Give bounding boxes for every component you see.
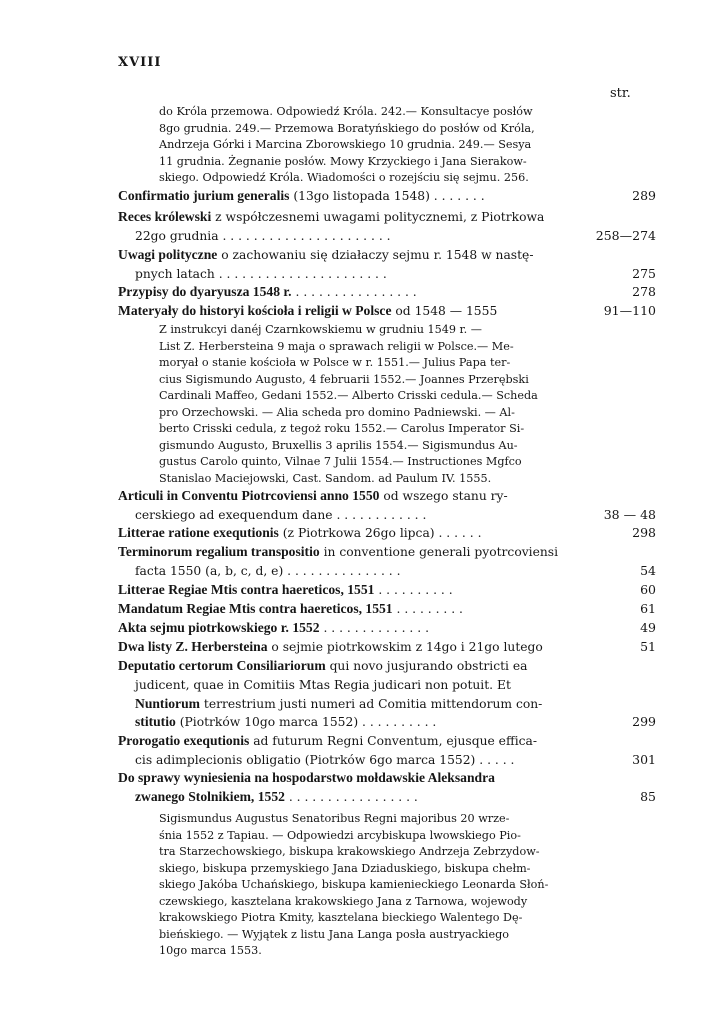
toc-page-number: 299: [632, 714, 656, 730]
toc-entry-line: [118, 600, 720, 618]
description-line: pro Orzechowski. — Alia scheda pro domino Padniewski. — Al-: [159, 405, 515, 419]
toc-entry-title: Materyały do historyi kościoła i religii w Polsce: [118, 303, 392, 318]
toc-entry-text: (13go listopada 1548) . . . . . . .: [289, 189, 485, 203]
toc-entry-text: terrestrium justi numeri ad Comitia mittendorum con-: [199, 696, 543, 711]
description-line: 8go grudnia. 249.— Przemowa Boratyńskiego do posłów od Króla,: [159, 121, 535, 135]
toc-entry-line: [118, 487, 720, 505]
toc-entry-line: [118, 581, 720, 599]
toc-entry-title: stitutio: [135, 714, 176, 730]
description-line: Z instrukcyi danéj Czarnkowskiemu w grudniu 1549 r. —: [159, 323, 482, 336]
toc-entry-text: qui novo jusjurando obstricti ea: [325, 659, 528, 673]
toc-entry-title: Nuntiorum: [135, 695, 200, 711]
toc-entry-line: [118, 208, 720, 226]
toc-entry-text: in conventione generali pyotrcoviensi: [319, 545, 559, 559]
toc-entry-text: . . . . . . . . . . . . . .: [319, 621, 429, 635]
toc-entry-text: . . . . . . . . . . . . . . . .: [291, 285, 417, 299]
toc-page-number: 54: [640, 562, 656, 578]
toc-page-number: 258—274: [595, 227, 656, 243]
toc-entry-text: ad futurum Regni Conventum, ejusque effica-: [249, 734, 538, 748]
toc-entry-text: . . . . . . . . .: [392, 602, 463, 616]
toc-entry-line: [118, 657, 720, 675]
toc-entry-text: cis adimplecionis obligatio (Piotrków 6go marca 1552) . . . . .: [135, 752, 515, 767]
toc-entry-text: judicent, quae in Comitiis Mtas Regia judicari non potuit. Et: [135, 677, 511, 692]
toc-entry-title: Mandatum Regiae Mtis contra haereticos, 1551: [118, 601, 393, 616]
toc-entry-line: [118, 246, 720, 264]
toc-entry-line: [118, 187, 720, 205]
toc-page-number: 60: [640, 582, 656, 597]
toc-entry-title: Dwa listy Z. Herbersteina: [118, 639, 268, 654]
toc-entry-title: Przypisy do dyaryusza 1548 r.: [118, 284, 292, 299]
toc-page-number: 38 — 48: [603, 506, 656, 522]
description-line: skiego Jakóba Uchańskiego, biskupa kamienieckiego Leonarda Słoń-: [159, 878, 549, 891]
toc-entry-line: [118, 732, 720, 750]
toc-page-number: 301: [632, 751, 656, 767]
toc-entry-title: Litterae ratione exequtionis: [118, 525, 279, 540]
toc-entry-line: [135, 676, 720, 694]
toc-entry-title: Litterae Regiae Mtis contra haereticos, 1551: [118, 582, 375, 597]
description-line: List Z. Herbersteina 9 maja o sprawach religii w Polsce.— Me-: [159, 339, 514, 353]
toc-entry-line: [118, 283, 720, 301]
toc-page-number: 275: [632, 265, 656, 281]
toc-entry-title: zwanego Stolnikiem, 1552: [135, 788, 285, 804]
toc-entry-title: Confirmatio jurium generalis: [118, 188, 290, 203]
toc-entry-line: [135, 562, 720, 580]
toc-page-number: 289: [632, 188, 656, 203]
description-line: bieńskiego. — Wyjątek z listu Jana Langa posła austryackiego: [159, 927, 509, 941]
toc-entry-title: Do sprawy wyniesienia na hospodarstwo mołdawskie Aleksandra: [118, 770, 495, 785]
description-line: skiego. Odpowiedź Króla. Wiadomości o rozejściu się sejmu. 256.: [159, 171, 529, 184]
description-line: skiego, biskupa przemyskiego Jana Dziaduskiego, biskupa chełm-: [159, 861, 531, 875]
toc-entry-title: Uwagi polityczne: [118, 247, 218, 262]
toc-page-number: 91—110: [603, 303, 656, 318]
toc-entry-line: [118, 619, 720, 637]
description-line: gismundo Augusto, Bruxellis 3 aprilis 1554.— Sigismundus Au-: [159, 438, 518, 452]
description-line: czewskiego, kasztelana krakowskiego Jana z Tarnowa, wojewody: [159, 894, 528, 908]
toc-page-number: 298: [632, 525, 656, 540]
description-line: Stanislao Maciejowski, Cast. Sandom. ad Paulum IV. 1555.: [159, 471, 492, 485]
toc-page-number: 85: [640, 788, 656, 804]
toc-entry-title: Articuli in Conventu Piotrcoviensi anno 1550: [118, 488, 380, 503]
description-line: berto Crisski cedula, z tegoż roku 1552.— Carolus Imperator Si-: [159, 422, 525, 435]
toc-entry-text: facta 1550 (a, b, c, d, e) . . . . . . . . . . . . . . .: [135, 563, 401, 578]
toc-entry-text: . . . . . . . . . . . . . . . . .: [284, 789, 418, 804]
description-line: cius Sigismundo Augusto, 4 februarii 1552.— Joannes Przerębski: [159, 372, 529, 386]
toc-entry-line: [135, 695, 720, 713]
toc-entry-title: Deputatio certorum Consiliariorum: [118, 658, 326, 673]
description-line: gustus Carolo quinto, Vilnae 7 Julii 1554.— Instructiones Mgfco: [159, 455, 522, 468]
toc-entry-text: o sejmie piotrkowskim z 14go i 21go lutego: [267, 640, 543, 654]
toc-page-number: 278: [632, 284, 656, 299]
toc-entry-text: od 1548 — 1555: [391, 304, 498, 318]
description-line: tra Starzechowskiego, biskupa krakowskiego Andrzeja Zebrzydow-: [159, 845, 540, 858]
toc-entry-text: (z Piotrkowa 26go lipca) . . . . . .: [278, 526, 482, 540]
toc-entry-title: Reces królewski: [118, 209, 212, 224]
description-line: śnia 1552 z Tapiau. — Odpowiedzi arcybiskupa lwowskiego Pio-: [159, 828, 521, 842]
page-column-label: str.: [610, 86, 631, 101]
toc-entry-text: 22go grudnia . . . . . . . . . . . . . . . . . . . . . .: [135, 228, 391, 243]
toc-entry-line: [118, 524, 720, 542]
toc-entry-text: pnych latach . . . . . . . . . . . . . . . . . . . . . .: [135, 266, 387, 281]
description-line: krakowskiego Piotra Kmity, kasztelana bieckiego Walentego Dę-: [159, 911, 523, 924]
toc-entry-line: [118, 638, 720, 656]
toc-entry-line: [135, 788, 720, 806]
description-line: do Króla przemowa. Odpowiedź Króla. 242.— Konsultacye posłów: [159, 105, 533, 118]
description-line: 10go marca 1553.: [159, 944, 262, 957]
toc-entry-text: cerskiego ad exequendum dane . . . . . . . . . . . .: [135, 507, 427, 522]
toc-page-number: 49: [640, 620, 656, 635]
toc-entry-line: [118, 543, 720, 561]
toc-entry-title: Prorogatio exequtionis: [118, 733, 250, 748]
toc-entry-title: Terminorum regalium transpositio: [118, 544, 320, 559]
toc-page-number: 61: [640, 601, 656, 616]
toc-entry-text: (Piotrków 10go marca 1552) . . . . . . . . . .: [175, 715, 437, 730]
page-number: XVIII: [118, 55, 162, 70]
toc-entry-text: o zachowaniu się działaczy sejmu r. 1548 w nastę-: [217, 248, 534, 262]
toc-entry-text: z współczesnemi uwagami politycznemi, z Piotrkowa: [211, 210, 545, 224]
toc-entry-text: . . . . . . . . . .: [374, 583, 453, 597]
description-line: Sigismundus Augustus Senatoribus Regni majoribus 20 wrze-: [159, 812, 510, 825]
toc-entry-line: [118, 769, 720, 787]
description-line: Cardinali Maffeo, Gedani 1552.— Alberto Crisski cedula.— Scheda: [159, 389, 538, 402]
toc-entry-title: Akta sejmu piotrkowskiego r. 1552: [118, 620, 320, 635]
description-line: moryał o stanie kościoła w Polsce w r. 1551.— Julius Papa ter-: [159, 356, 511, 369]
toc-entry-text: od wszego stanu ry-: [379, 489, 508, 503]
toc-page-number: 51: [640, 639, 656, 654]
description-line: Andrzeja Górki i Marcina Zborowskiego 10 grudnia. 249.— Sesya: [159, 138, 532, 151]
description-line: 11 grudnia. Żegnanie posłów. Mowy Krzyckiego i Jana Sierakow-: [159, 154, 527, 168]
